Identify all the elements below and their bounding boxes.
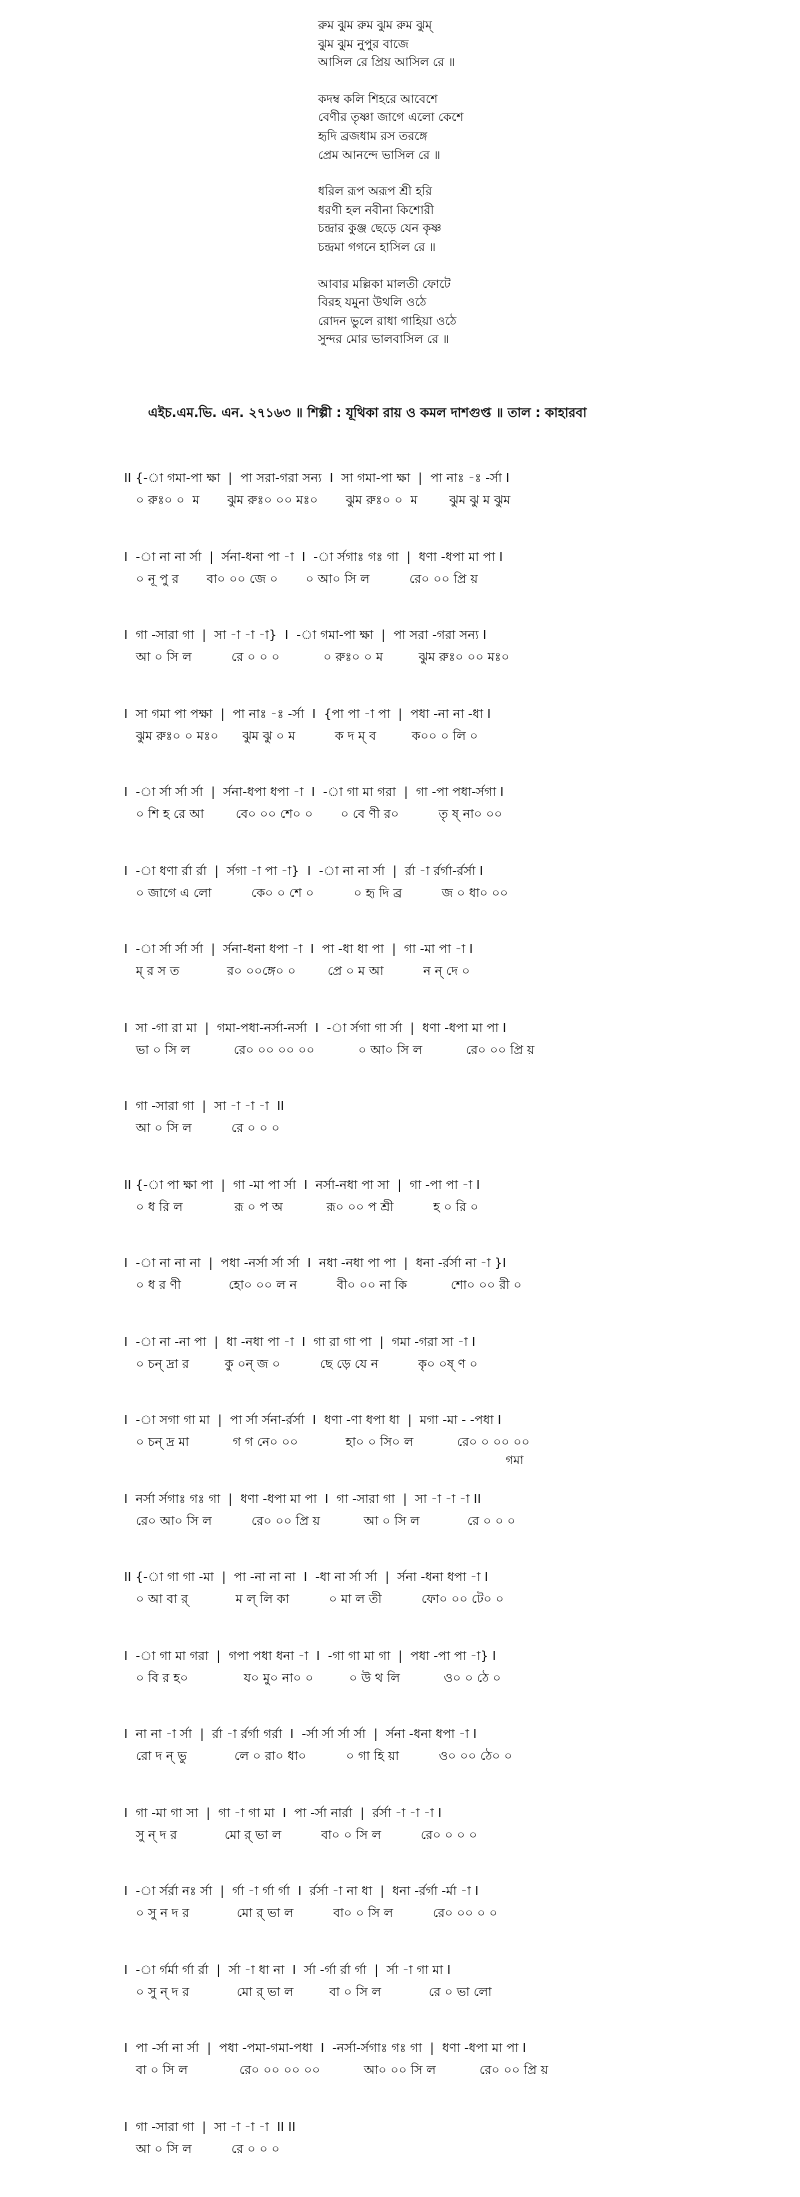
swaralipi-row: I -া না -না পা | ধা -নধা পা -া I গা রা গা পা | গমা -গরা সা -া I bbox=[124, 1333, 476, 1349]
notation-block bbox=[124, 941, 784, 1001]
syllable-row: ঝুম রুঃ০ ০ মঃ০ ঝুম ঝু ০ ম ক দ ম্ ব ক০০ ০ লি ০ bbox=[124, 727, 478, 743]
syllable-row: ০ জাগে এ লো কে০ ০ শে ০ ০ হৃ দি ব্র জ ০ ধা০ ০০ bbox=[124, 884, 508, 900]
swaralipi-row: I -া র্সা র্সা র্সা | র্সনা-ধনা ধপা -া I পা -ধা ধা পা | গা -মা পা -া I bbox=[124, 941, 473, 956]
syllable-row: ম্ র স ত র০ ০০ঙ্গে০ ০ প্রে ০ ম আ ন ন্ দে ০ bbox=[124, 963, 470, 978]
lyric-line: চন্দ্রার কুঞ্জ ছেড়ে যেন কৃষ্ণ bbox=[318, 221, 442, 236]
syllable-row: রো দ ন্ ভু লে ০ রা০ ধা০ ০ গা হি য়া ও০ ০০ ঠে০ ০ bbox=[124, 1748, 513, 1763]
notation-block bbox=[124, 2040, 784, 2100]
swaralipi-row: I সা গমা পা পক্ষা | পা নাঃ -ঃ -র্সা I {পা পা -া পা | পধা -না না -ধা I bbox=[124, 705, 491, 721]
syllable-row: ০ ধ রি ল রূ ০ প অ রূ০ ০০ প শ্রী হ ০ রি ০ bbox=[124, 1198, 479, 1214]
lyric-line: ধরিল রূপ অরূপ শ্রী হরি bbox=[318, 184, 432, 199]
syllable-row: ০ বি র হ০ য০ মু০ না০ ০ ০ উ থ লি ও০ ০ ঠে ০ bbox=[124, 1669, 501, 1685]
notation-block bbox=[124, 706, 784, 766]
swaralipi-row: I -া র্সর্রা নঃ র্সা | র্গা -া র্গা র্গা I র্রর্সা -া না ধা | ধনা -র্রর্গা -র্মা -া I bbox=[124, 1883, 479, 1898]
notation-block bbox=[124, 2119, 784, 2179]
notation-block bbox=[124, 1412, 784, 1472]
lyric-line: রোদন ভুলে রাধা গাহিয়া ওঠে bbox=[318, 313, 457, 328]
syllable-row: আ ০ সি ল রে ০ ০ ০ bbox=[124, 2140, 280, 2156]
syllable-row: ০ চন্ দ্রা র কু ০ন্ জ ০ ছে ড়ে যে ন কৃ০ ০ষ্ ণ ০ bbox=[124, 1355, 478, 1371]
swaralipi-row: I গা -সারা গা | সা -া -া -া II bbox=[124, 1098, 285, 1113]
lyric-line: আবার মল্লিকা মালতী ফোটে bbox=[318, 276, 451, 291]
syllable-row: রে০ আ০ সি ল রে০ ০০ প্রি য় আ ০ সি ল রে ০ ০ ০ bbox=[124, 1512, 516, 1528]
lyric-line: কদম্ব কলি শিহরে আবেশে bbox=[318, 91, 438, 106]
swaralipi-row: I পা -র্সা না র্সা | পধা -পমা-গমা-পধা I -নর্সা-র্সগাঃ গঃ গা | ধণা -ধপা মা পা I bbox=[124, 2040, 527, 2055]
syllable-row: ০ চন্ দ্র মা গ গ নে০ ০০ হা০ ০ সি০ ল রে০ ০ ০০ ০০ bbox=[124, 1434, 530, 1449]
lyric-stanza bbox=[318, 90, 738, 164]
syllable-row: আ ০ সি ল রে ০ ০ ০ ০ রুঃ০ ০ ম ঝুম রুঃ০ ০০ মঃ০ bbox=[124, 649, 510, 664]
lyric-stanza bbox=[318, 182, 738, 256]
swaralipi-row: I না না -া র্সা | র্রা -া র্রর্গা গর্রা I -র্সা র্সা র্সা র্সা | র্সনা -ধনা ধপা -া I bbox=[124, 1726, 477, 1741]
swaralipi-row: I -া না না না | পধা -নর্সা র্সা র্সা I নধা -নধা পা পা | ধনা -র্রর্সা না -া }I bbox=[124, 1255, 507, 1270]
lyric-line: বিরহ যমুনা উথলি ওঠে bbox=[318, 295, 427, 310]
notation-block bbox=[124, 1334, 784, 1394]
syllable-row: ০ ধ র ণী হো০ ০০ ল ন বী০ ০০ না কি শো০ ০০ রী ০ bbox=[124, 1277, 522, 1292]
syllable-row: ০ শি হ রে আ বে০ ০০ শে০ ০ ০ বে ণী র০ তৃ ষ্ না০ ০০ bbox=[124, 806, 503, 821]
swaralipi-row: I গা -সারা গা | সা -া -া -া II II bbox=[124, 2118, 296, 2134]
lyric-line: ধরণী হল নবীনা কিশোরী bbox=[318, 202, 434, 217]
notation-block bbox=[124, 1883, 784, 1943]
swaralipi-row: I -া র্সা র্সা র্সা | র্সনা-ধপা ধপা -া I -া গা মা গরা | গা -পা পধা-র্সগা I bbox=[124, 784, 504, 799]
syllable-row: ০ সু ন দ র মো র্ ভা ল বা০ ০ সি ল রে০ ০০ ০ ০ bbox=[124, 1905, 498, 1920]
notation-block bbox=[124, 1648, 784, 1708]
syllable-row: সু ন্ দ র মো র্ ভা ল বা০ ০ সি ল রে০ ০ ০ ০ bbox=[124, 1826, 478, 1842]
syllable-row: ০ নূ পু র বা০ ০০ জে ০ ০ আ০ সি ল রে০ ০০ প্রি য় bbox=[124, 570, 478, 586]
notation-block bbox=[124, 1726, 784, 1786]
notation-block bbox=[124, 1491, 784, 1551]
extra-note-row: গমা bbox=[124, 1453, 524, 1467]
notation-block bbox=[124, 1569, 784, 1629]
swaralipi-row: II {-া গা গা -মা | পা -না না না I -ধা না র্সা র্সা | র্সনা -ধনা ধপা -া I bbox=[124, 1569, 489, 1584]
notation-block bbox=[124, 549, 784, 609]
lyric-stanza bbox=[318, 16, 738, 72]
record-info: এইচ.এম.ভি. এন. ২৭১৬৩ ॥ শিল্পী : যূথিকা রায় ও কমল দাশগুপ্ত ॥ তাল : কাহারবা bbox=[148, 406, 587, 421]
lyric-stanza bbox=[318, 275, 738, 349]
lyric-line: হৃদি ব্রজধাম রস তরঙ্গে bbox=[318, 128, 428, 143]
syllable-row: আ ০ সি ল রে ০ ০ ০ bbox=[124, 1120, 280, 1135]
swaralipi-row: II {-া গমা-পা ক্ষা | পা সরা-গরা সন্য I সা গমা-পা ক্ষা | পা নাঃ -ঃ -র্সা I bbox=[124, 470, 510, 485]
swaralipi-row: I -া ধণা র্রা র্রা | র্সগা -া পা -া} I -া না না র্সা | র্রা -া র্রর্গা-র্রর্সা I bbox=[124, 862, 484, 878]
lyric-line: রুম ঝুম রুম ঝুম রুম ঝুম্ bbox=[318, 18, 432, 32]
lyrics bbox=[318, 16, 738, 367]
notation-block bbox=[124, 1020, 784, 1080]
lyric-line: চন্দ্রমা গগনে হাসিল রে ॥ bbox=[318, 239, 436, 254]
lyric-line: সুন্দর মোর ভালবাসিল রে ॥ bbox=[318, 332, 450, 347]
swaralipi-row: II {-া পা ক্ষা পা | গা -মা পা র্সা I নর্সা-নধা পা সা | গা -পা পা -া I bbox=[124, 1176, 480, 1192]
swaralipi-row: I সা -গা রা মা | গমা-পধা-নর্সা-নর্সা I -া র্সগা গা র্সা | ধণা -ধপা মা পা I bbox=[124, 1019, 507, 1035]
notation-block bbox=[124, 863, 784, 923]
swaralipi-row: I -া না না র্সা | র্সনা-ধনা পা -া I -া র্সগাঃ গঃ গা | ধণা -ধপা মা পা I bbox=[124, 548, 503, 564]
swaralipi-row: I গা -মা গা সা | গা -া গা মা I পা -র্সা নার্রা | র্রর্সা -া -া -া I bbox=[124, 1804, 442, 1820]
lyric-line: প্রেম আনন্দে ভাসিল রে ॥ bbox=[318, 147, 441, 162]
swaralipi-row: I -া সগা গা মা | পা র্সা র্সনা-র্রর্সা I ধণা -ণা ধপা ধা | মগা -মা - -পধা I bbox=[124, 1412, 502, 1427]
lyric-line: আসিল রে প্রিয় আসিল রে ॥ bbox=[318, 55, 455, 70]
notation-block bbox=[124, 1805, 784, 1865]
notation-block bbox=[124, 1177, 784, 1237]
syllable-row: ০ রুঃ০ ০ ম ঝুম রুঃ০ ০০ মঃ০ ঝুম রুঃ০ ০ ম ঝুম ঝু ম ঝুম bbox=[124, 492, 511, 507]
notation-block bbox=[124, 627, 784, 687]
swaralipi-row: I -া গা মা গরা | গপা পধা ধনা -া I -গা গা মা গা | পধা -পা পা -া} I bbox=[124, 1647, 497, 1663]
syllable-row: ভা ০ সি ল রে০ ০০ ০০ ০০ ০ আ০ সি ল রে০ ০০ প্রি য় bbox=[124, 1041, 535, 1057]
swaralipi-row: I -া র্গর্মা র্গা র্রা | র্সা -া ধা না I র্সা -র্গা র্রা র্গা | র্সা -া গা মা I bbox=[124, 1961, 451, 1977]
syllable-row: ০ সু ন্ দ র মো র্ ভা ল বা ০ সি ল রে ০ ভা লো bbox=[124, 1983, 492, 1999]
lyric-line: ঝুম ঝুম নুপুর বাজে bbox=[318, 36, 409, 51]
lyric-line: বেণীর তৃষ্ণা জাগে এলো কেশে bbox=[318, 110, 464, 125]
notation-block bbox=[124, 1255, 784, 1315]
syllable-row: ০ আ বা র্ ম ল্ লি কা ০ মা ল তী ফো০ ০০ টে০ ০ bbox=[124, 1591, 504, 1606]
notation-block bbox=[124, 1962, 784, 2022]
notation-block bbox=[124, 1098, 784, 1158]
swaralipi-row: I নর্সা র্সগাঃ গঃ গা | ধণা -ধপা মা পা I গা -সারা গা | সা -া -া -া II bbox=[124, 1490, 482, 1506]
notation-block bbox=[124, 470, 784, 530]
syllable-row: বা ০ সি ল রে০ ০০ ০০ ০০ আ০ ০০ সি ল রে০ ০০ প্রি য় bbox=[124, 2062, 549, 2077]
swaralipi-row: I গা -সারা গা | সা -া -া -া} I -া গমা-পা ক্ষা | পা সরা -গরা সন্য I bbox=[124, 627, 487, 642]
notation-block bbox=[124, 784, 784, 844]
notation bbox=[124, 470, 784, 2197]
